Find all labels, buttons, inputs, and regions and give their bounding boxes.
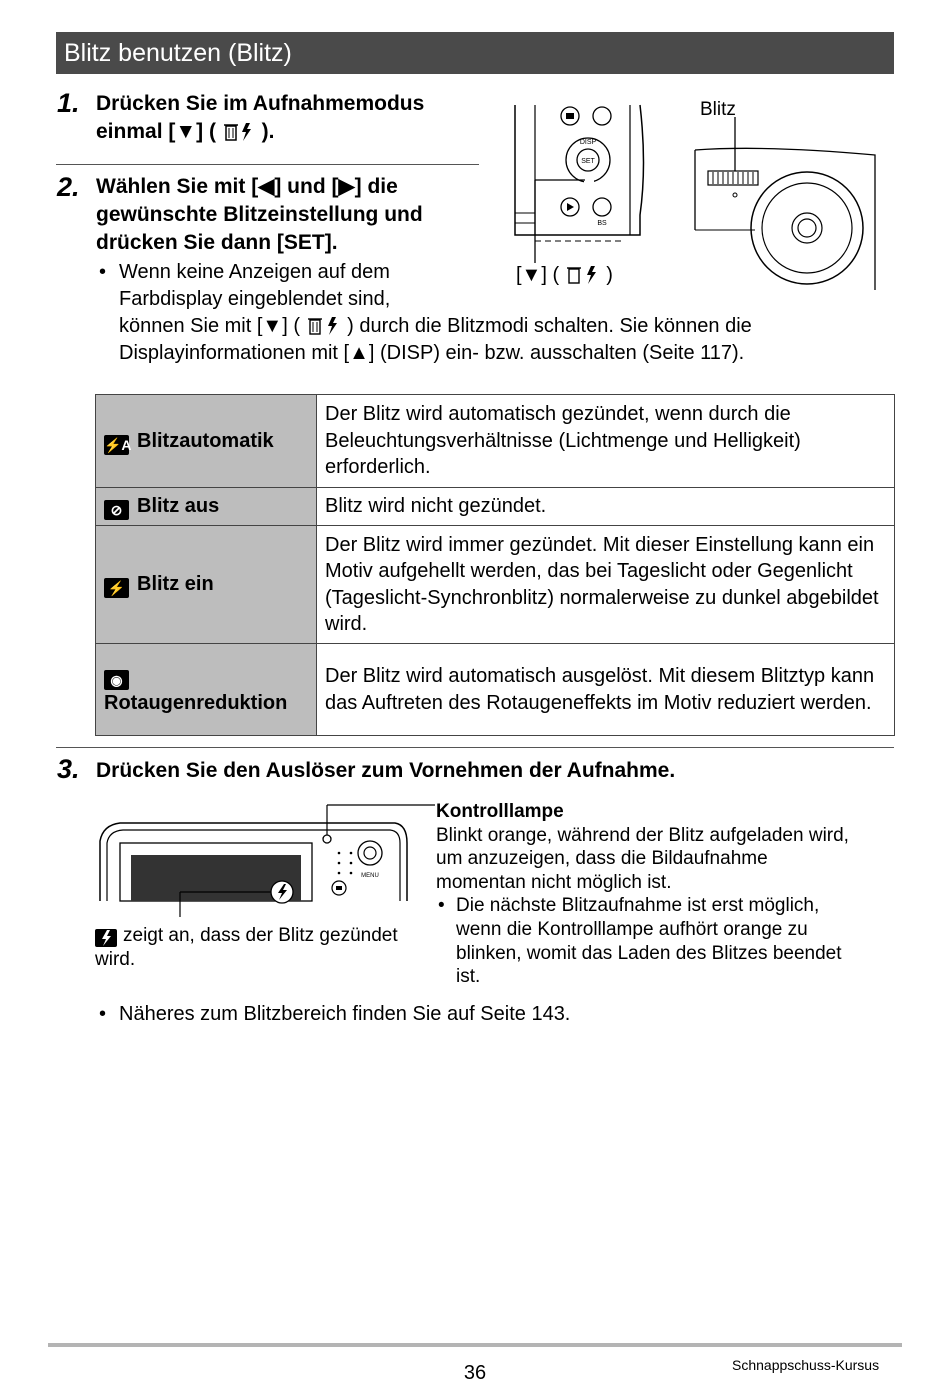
red-eye-icon: ◉ [104, 670, 129, 690]
step-3-number: 3. [57, 754, 80, 784]
mode-name: Blitzautomatik [137, 429, 274, 452]
flash-modes-table [95, 394, 895, 736]
kontroll-title: Kontrolllampe [436, 801, 564, 822]
flash-auto-icon: ⚡A [104, 436, 132, 453]
flash-caption-b: wird. [95, 948, 136, 970]
mode-desc: Der Blitz wird immer gezündet. Mit dieser Einstellung kann ein Motiv aufgehellt werden, das bei Tageslicht oder Gegenlicht (Tageslicht-Synchronblitz) normalerweise zu dunkel abgebildet wird. [317, 526, 895, 644]
step-1-number: 1. [57, 88, 80, 118]
step-divider [56, 747, 894, 748]
trash-flash-icon [565, 264, 607, 286]
kontroll-bullet-line: wenn die Kontrolllampe aufhört orange zu [456, 918, 808, 940]
flash-off-icon: ⊘ [104, 500, 129, 520]
step-2-line1: Wählen Sie mit [◀] und [▶] die [96, 175, 398, 198]
step-2-number: 2. [57, 172, 80, 202]
mode-name: Blitz aus [137, 495, 220, 517]
mode-name-cell [96, 395, 317, 488]
button-callout-a: [▼] ( [516, 264, 560, 286]
kontroll-bullet [436, 894, 896, 988]
mode-name-cell [96, 644, 317, 736]
section-header: Blitz benutzen (Blitz) [56, 32, 894, 74]
flash-indicator-caption [95, 924, 435, 971]
page-number: 36 [463, 1362, 487, 1384]
bullet-line1: Wenn keine Anzeigen auf dem [119, 261, 390, 283]
flash-on-icon: ⚡ [104, 578, 129, 598]
mode-name-cell [96, 488, 317, 526]
kontroll-line: um anzuzeigen, dass die Bildaufnahme [436, 848, 768, 870]
bullet-line3b: ) durch die Blitzmodi schalten. Sie können die [347, 315, 752, 337]
flash-caption-a: zeigt an, dass der Blitz gezündet [123, 925, 398, 946]
kontrolllampe-callout [436, 800, 896, 989]
menu-label: MENU [361, 873, 379, 879]
bullet-dot: • [438, 895, 445, 917]
trash-flash-icon [222, 120, 262, 143]
step-2-line3: drücken Sie dann [SET]. [96, 231, 338, 254]
kontroll-bullet-line: ist. [456, 966, 481, 988]
disp-label: DISP [579, 139, 597, 146]
section-name: Schnappschuss-Kursus [732, 1357, 880, 1373]
trash-flash-icon [306, 315, 348, 337]
bullet-line3a: können Sie mit [▼] ( [119, 315, 300, 337]
bullet-line4: Displayinformationen mit [▲] (DISP) ein- bzw. ausschalten (Seite 117). [119, 342, 745, 364]
camera-back-top-illustration [95, 803, 435, 918]
step-1-text [96, 90, 486, 146]
blitz-callout-label: Blitz [700, 99, 736, 120]
mode-desc: Der Blitz wird automatisch gezündet, wenn durch die Beleuchtungsverhältnisse (Lichtmenge und Helligkeit) erforderlich. [317, 395, 895, 488]
table-row [96, 488, 895, 526]
kontroll-line: Blinkt orange, während der Blitz aufgeladen wird, [436, 824, 849, 846]
bullet-dot: • [99, 261, 107, 283]
step-1-line2 [96, 118, 486, 146]
bullet-line2: Farbdisplay eingeblendet sind, [119, 288, 391, 310]
mode-name: Blitz ein [137, 573, 214, 595]
bs-label: BS [597, 220, 607, 227]
button-callout-label [516, 262, 613, 289]
footer-rule [48, 1343, 902, 1347]
mode-name: Rotaugenreduktion [104, 691, 288, 714]
step-divider [56, 164, 479, 165]
note-text: Näheres zum Blitzbereich finden Sie auf Seite 143. [119, 1003, 571, 1025]
button-callout-b: ) [606, 264, 613, 286]
camera-front-drawing [695, 148, 875, 290]
kontroll-line: momentan nicht möglich ist. [436, 871, 672, 893]
step-1-line2b: ). [261, 120, 275, 143]
step-3-text: Drücken Sie den Auslöser zum Vornehmen der Aufnahme. [96, 759, 676, 782]
camera-back-drawing [515, 105, 644, 241]
step-1-line1: Drücken Sie im Aufnahmemodus [96, 92, 425, 115]
table-row [96, 644, 895, 736]
note-bullet [99, 1001, 899, 1028]
bullet-line3 [119, 313, 899, 340]
step-2-text [96, 173, 496, 257]
flash-on-icon [95, 929, 117, 947]
step-2-line2: gewünschte Blitzeinstellung und [96, 203, 423, 226]
table-row [96, 395, 895, 488]
mode-desc: Der Blitz wird automatisch ausgelöst. Mit diesem Blitztyp kann das Auftreten des Rotaugeneffekts im Motiv reduziert werden. [317, 644, 895, 736]
mode-desc: Blitz wird nicht gezündet. [317, 488, 895, 526]
bullet-dot: • [99, 1003, 107, 1025]
kontroll-bullet-line: blinken, womit das Laden des Blitzes beendet [456, 942, 842, 964]
set-label: SET [581, 158, 595, 165]
mode-name-cell [96, 526, 317, 644]
kontroll-bullet-line: Die nächste Blitzaufnahme ist erst möglich, [456, 895, 820, 917]
step-1-line2a: einmal [▼] ( [96, 120, 216, 143]
table-row [96, 526, 895, 644]
